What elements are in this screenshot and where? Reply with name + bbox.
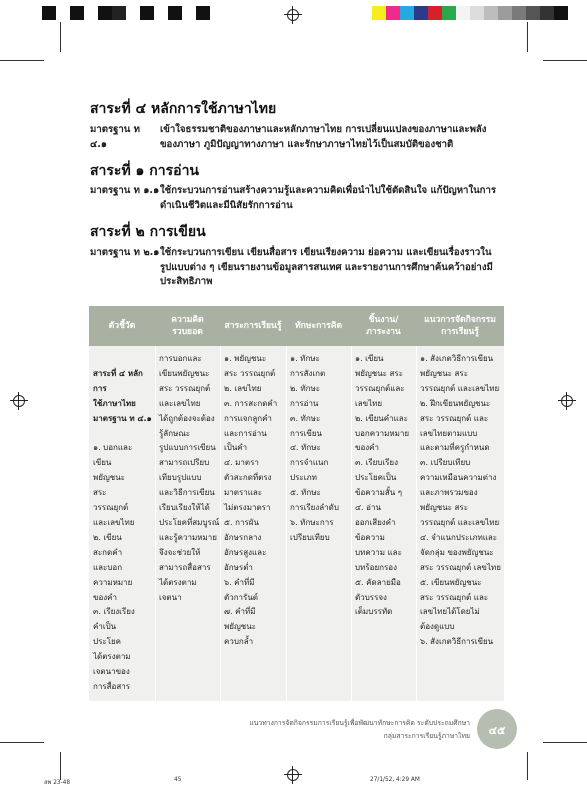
strand-4-title: สาระที่ ๔ หลักการใช้ภาษาไทย xyxy=(90,101,277,117)
crop-mark xyxy=(527,752,528,780)
standard-label: มาตรฐาน ท ๔.๑ xyxy=(90,124,140,150)
strand-2-standard xyxy=(90,246,505,290)
calibration-bar-gray xyxy=(42,6,210,20)
standard-label: มาตรฐาน ท ๒.๑ xyxy=(90,247,160,258)
strand-1-title: สาระที่ ๑ การอ่าน xyxy=(90,163,200,179)
cell-concept: การบอกและ เขียนพยัญชนะ สระ วรรณยุกต์ และเลขไทย ได้ถูกต้องจะต้อง รู้ลักษณะ รูปแบบการเขียน สามารถเปรียบ เทียบรูปแบบ และวิธีการเขียน เรียบเรียงให้ได้ ประโยคที่สมบูรณ์ และรู้ความหมาย จึงจะช่วยให้ สามารถสื่อสาร ได้ตรงตาม เจตนา xyxy=(159,354,220,602)
table-body xyxy=(89,346,504,701)
cell-content: ๑. พยัญชนะ สระ วรรณยุกต์ ๒. เลขไทย ๓. การสะกดคำ การแจกลูกคำ และการอ่าน เป็นคำ ๔. มาตรา ตัวสะกดที่ตรง มาตราและ ไม่ตรงมาตรา ๕. การผัน อักษรกลาง อักษรสูงและ อักษรต่ำ ๖. คำที่มี ตัวการันต์ ๗. คำที่มี พยัญชนะ ควบกล้ำ xyxy=(224,354,278,647)
crop-mark xyxy=(60,22,61,52)
learning-unit-table xyxy=(89,306,504,701)
standard-text: ใช้กระบวนการอ่านสร้างความรู้และความคิดเพื่อนำไปใช้ตัดสินใจ แก้ปัญหาในการดำเนินชีวิตและมีนิสัยรักการอ่าน xyxy=(160,185,497,211)
indicator-list: ๑. บอกและ เขียน พยัญชนะ สระ วรรณยุกต์ และเลขไทย ๒. เขียน สะกดคำ และบอก ความหมาย ของคำ ๓. เรียงเรียง คำเป็น ประโยค ได้ตรงตาม เจตนาของ การสื่อสาร xyxy=(93,443,135,691)
slug-timestamp: 27/1/52, 4:29 AM xyxy=(370,777,420,783)
cell-indicators xyxy=(93,352,155,695)
strand-2-title: สาระที่ ๒ การเขียน xyxy=(90,224,206,240)
cell-activities: ๑. สังเกตวิธีการเขียน พยัญชนะ สระ วรรณยุกต์ และเลขไทย ๒. ฝึกเขียนพยัญชนะ สระ วรรณยุกต์ และ เลขไทยตามแบบ และตามที่ครูกำหนด ๓. เปรียบเทียบ ความเหมือนความต่าง และภาพรวมของ พยัญชนะ สระ วรรณยุกต์ และเลขไทย ๔. จำแนกประเภทและ จัดกลุ่ม ของพยัญชนะ สระ วรรณยุกต์ เลขไทย ๕. เขียนพยัญชนะ สระ วรรณยุกต์ และ เลขไทยได้โดยไม่ ต้องดูแบบ ๖. สังเกตวิธีการเขียน xyxy=(420,354,501,647)
crop-mark xyxy=(543,60,587,61)
crop-mark xyxy=(0,742,44,743)
column-divider xyxy=(220,346,221,701)
header-activities: แนวการจัดกิจกรรม การเรียนรู้ xyxy=(424,315,496,337)
registration-mark-left xyxy=(10,392,28,410)
table-header xyxy=(89,306,504,346)
registration-mark-right xyxy=(558,392,576,410)
slug-page: 45 xyxy=(174,777,182,783)
footer-book-title: แนวทางการจัดกิจกรรมการเรียนรู้เพื่อพัฒนาทักษะการคิด ระดับประถมศึกษา xyxy=(249,719,470,727)
column-divider xyxy=(286,346,287,701)
footer-subject: กลุ่มสาระการเรียนรู้ภาษาไทย xyxy=(383,732,470,740)
header-indicator: ตัวชี้วัด xyxy=(108,321,136,331)
standard-text: เข้าใจธรรมชาติของภาษาและหลักภาษาไทย การเปลี่ยนแปลงของภาษาและพลังของภาษา ภูมิปัญญาทางภาษา และรักษาภาษาไทยไว้เป็นสมบัติของชาติ xyxy=(160,124,487,150)
column-divider xyxy=(351,346,352,701)
standard-label: มาตรฐาน ท ๑.๑ xyxy=(90,185,160,196)
crop-mark xyxy=(0,60,44,61)
crop-mark xyxy=(527,22,528,52)
crop-mark xyxy=(543,742,587,743)
header-thinking-skill: ทักษะการคิด xyxy=(294,321,343,331)
calibration-bar-color xyxy=(372,6,568,20)
registration-mark-bottom xyxy=(284,766,302,784)
cell-tasks: ๑. เขียน พยัญชนะ สระ วรรณยุกต์และ เลขไทย ๒. เขียนคำและ บอกความหมาย ของคำ ๓. เรียบเรียง ประโยคเป็น ข้อความสั้น ๆ ๔. อ่าน ออกเสียงคำ ข้อความ บทความ และ บทร้อยกรอง ๕. คัดลายมือ ตัวบรรจง เต็มบรรทัด xyxy=(355,354,410,617)
header-content: สาระการเรียนรู้ xyxy=(224,321,282,331)
column-divider xyxy=(155,346,156,701)
strand-1-standard xyxy=(90,184,505,213)
slug-file: ลพ 23-48 xyxy=(44,780,71,786)
crop-mark xyxy=(60,752,61,780)
standard-text: ใช้กระบวนการเขียน เขียนสื่อสาร เขียนเรียงความ ย่อความ และเขียนเรื่องราวในรูปแบบต่าง ๆ เขียนรายงานข้อมูลสารสนเทศ และรายงานการศึกษาค้นคว้าอย่างมีประสิทธิภาพ xyxy=(160,247,493,287)
registration-mark-top xyxy=(284,6,302,24)
cell-thinking-skills: ๑. ทักษะ การสังเกต ๒. ทักษะ การอ่าน ๓. ทักษะ การเขียน ๔. ทักษะ การจำแนก ประเภท ๕. ทักษะ การเรียงลำดับ ๖. ทักษะการ เปรียบเทียบ xyxy=(290,354,339,542)
column-divider xyxy=(416,346,417,701)
indicator-strand-heading: สาระที่ ๔ หลักการ ใช้ภาษาไทย มาตรฐาน ท ๔.๑ xyxy=(93,368,152,423)
page-number: ๔๕ xyxy=(488,724,506,737)
header-concept: ความคิด รวบยอด xyxy=(171,315,204,337)
header-task: ชิ้นงาน/ ภาระงาน xyxy=(366,315,401,337)
strand-4-standard xyxy=(90,123,505,152)
